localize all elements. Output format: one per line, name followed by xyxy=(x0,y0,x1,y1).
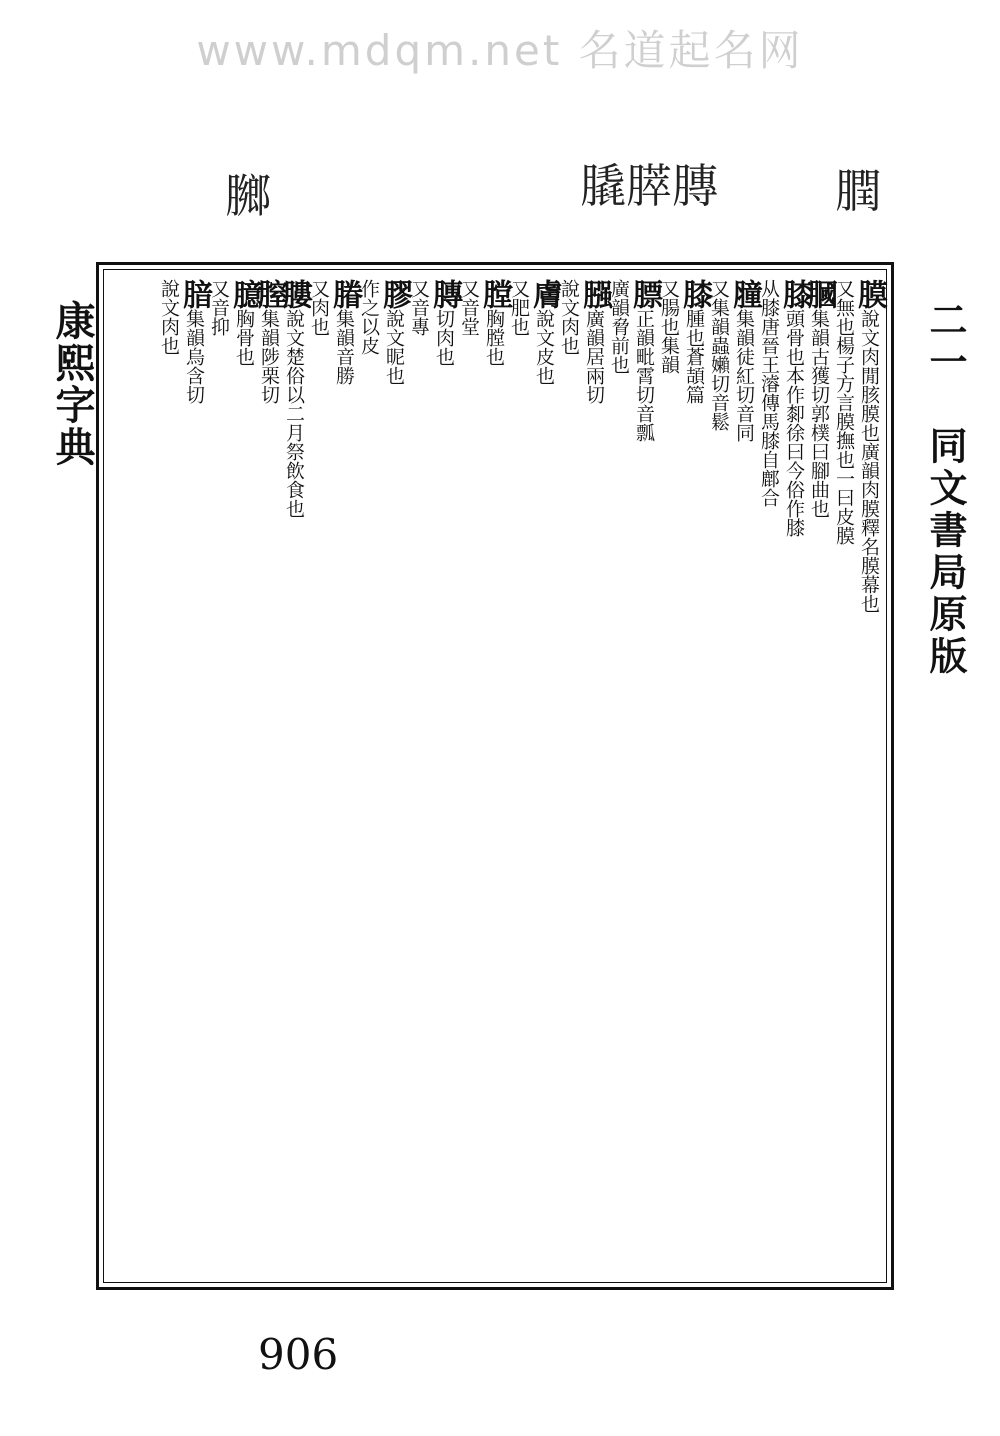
page-number: 906 xyxy=(258,1330,339,1379)
headword: 膣 xyxy=(252,279,287,309)
headword: 膛 xyxy=(477,279,512,309)
headword: 腤 xyxy=(177,279,212,309)
entry-text: 正韻毗霄切音瓢 xyxy=(633,309,655,442)
entry-text: 胸膛也 xyxy=(483,309,505,366)
entry-text: 切肉也 xyxy=(433,309,455,366)
dictionary-column xyxy=(677,279,712,1273)
dictionary-column xyxy=(607,279,631,1273)
dictionary-column xyxy=(657,279,681,1273)
dictionary-column xyxy=(507,279,531,1273)
entry-text: 又無也楊子方言膜撫也一曰皮膜 xyxy=(833,279,855,545)
entry-text: 胸骨也 xyxy=(233,309,255,366)
dictionary-column xyxy=(227,279,262,1273)
entry-text: 說文肉也 xyxy=(558,279,580,355)
entry-text: 又音專 xyxy=(408,279,430,336)
headword: 膚 xyxy=(527,279,562,309)
entry-text: 說文昵也 xyxy=(383,309,405,385)
entry-text: 又音堂 xyxy=(458,279,480,336)
dictionary-column xyxy=(707,279,731,1273)
dictionary-column xyxy=(307,279,331,1273)
dictionary-column xyxy=(727,279,762,1273)
headword: 膝 xyxy=(777,279,812,309)
entry-text: 集韻陟栗切 xyxy=(258,309,280,404)
entry-text: 說文肉閒胲膜也廣韻肉膜釋名膜幕也 xyxy=(858,309,880,613)
dictionary-column xyxy=(477,279,512,1273)
headword: 膞 xyxy=(427,279,462,309)
headword: 膙 xyxy=(577,279,612,309)
entry-text: 又肥也 xyxy=(508,279,530,336)
entry-text: 又集韻蟲嬾切音鬆 xyxy=(708,279,730,431)
seal-char-3: 膷 xyxy=(225,169,271,223)
entry-text: 說文皮也 xyxy=(533,309,555,385)
entry-text: 說文楚俗以二月祭飲食也 xyxy=(283,309,305,518)
seal-char-1: 膶 xyxy=(835,164,881,218)
dictionary-column xyxy=(757,279,781,1273)
headword: 膡 xyxy=(327,279,362,309)
headword: 膕 xyxy=(802,279,837,309)
seal-char-2: 膬膵膞 xyxy=(580,159,718,213)
dictionary-column xyxy=(207,279,231,1273)
headword: 臆 xyxy=(227,279,262,309)
entry-text: 腫也蒼頡篇 xyxy=(683,309,705,404)
dictionary-column xyxy=(627,279,662,1273)
entry-text: 說文肉也 xyxy=(158,279,180,355)
headword: 膠 xyxy=(377,279,412,309)
dictionary-column xyxy=(252,279,287,1273)
entry-text: 集韻古獲切郭樸曰腳曲也 xyxy=(808,309,830,518)
headword: 膘 xyxy=(627,279,662,309)
text-frame xyxy=(96,262,894,1290)
dictionary-column xyxy=(777,279,812,1273)
headword: 膜 xyxy=(852,279,887,309)
entry-text: 廣韻居兩切 xyxy=(583,309,605,404)
dictionary-column xyxy=(802,279,837,1273)
entry-text: 頭骨也本作厀徐曰今俗作膝 xyxy=(783,309,805,537)
dictionary-column xyxy=(832,279,856,1273)
entry-text: 集韻徒紅切音同 xyxy=(733,309,755,442)
entry-text: 集韻烏含切 xyxy=(183,309,205,404)
dictionary-column xyxy=(577,279,612,1273)
dictionary-column xyxy=(407,279,431,1273)
dictionary-column xyxy=(457,279,481,1273)
entry-text: 集韻音勝 xyxy=(333,309,355,385)
dictionary-column xyxy=(557,279,581,1273)
dictionary-column xyxy=(427,279,462,1273)
watermark: www.mdqm.net 名道起名网 xyxy=(196,26,804,75)
entry-text: 又音抑 xyxy=(208,279,230,336)
dictionary-column xyxy=(852,279,887,1273)
dictionary-column xyxy=(327,279,362,1273)
headword: 膧 xyxy=(727,279,762,309)
headword: 膢 xyxy=(277,279,312,309)
page-marker: 二一 同文書局原版 xyxy=(923,300,968,678)
entry-text: 又肉也 xyxy=(308,279,330,336)
dictionary-column xyxy=(377,279,412,1273)
dictionary-column xyxy=(527,279,562,1273)
book-title: 康熙字典 xyxy=(49,300,96,468)
headword: 膝 xyxy=(677,279,712,309)
entry-text: 廣韻脅前也 xyxy=(608,279,630,374)
entry-text: 从膝唐晉王濬傳馬膝自鄜合 xyxy=(758,279,780,507)
entry-text: 作之以皮 xyxy=(358,279,380,355)
dictionary-column xyxy=(177,279,212,1273)
entry-text: 又腸也集韻 xyxy=(658,279,680,374)
dictionary-column xyxy=(357,279,381,1273)
dictionary-column xyxy=(157,279,181,1273)
dictionary-columns xyxy=(111,279,887,1273)
dictionary-column xyxy=(277,279,312,1273)
